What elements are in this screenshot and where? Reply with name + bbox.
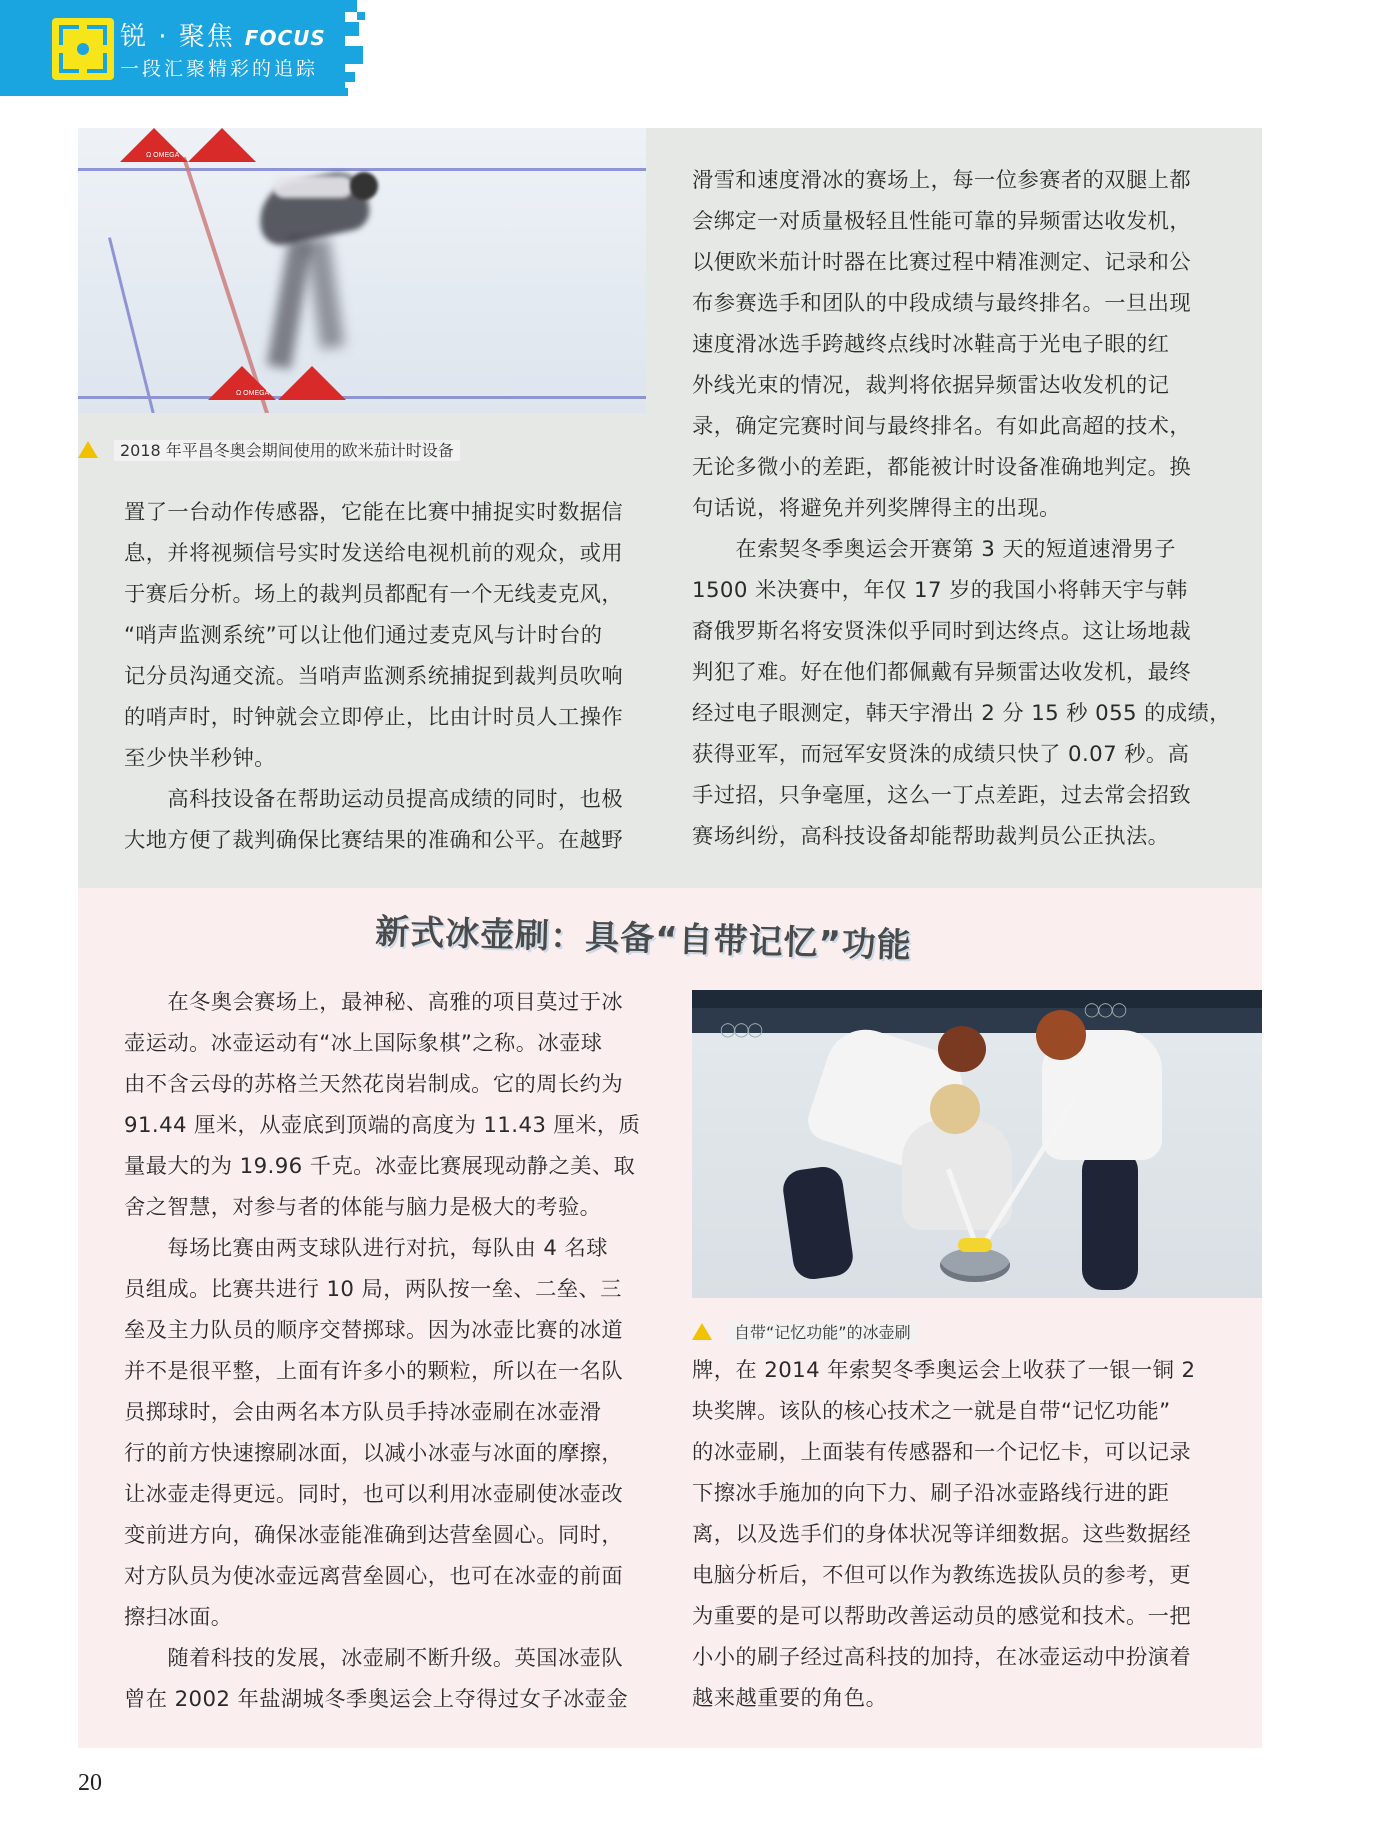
curling-stone-icon [940, 1248, 1010, 1282]
paragraph-line: 于赛后分析。场上的裁判员都配有一个无线麦克风， [124, 582, 624, 607]
timing-flag-label: Ω OMEGA [236, 390, 270, 397]
paragraph-line: 外线光束的情况，裁判将依据异频雷达收发机的记 [692, 373, 1170, 398]
paragraph-line: 并不是很平整，上面有许多小的颗粒，所以在一名队 [124, 1359, 624, 1384]
timing-flag-label: Ω OMEGA [146, 152, 180, 159]
paragraph-line: 变前进方向，确保冰壶能准确到达营垒圆心。同时， [124, 1523, 624, 1548]
paragraph-line: 员掷球时，会由两名本方队员手持冰壶刷在冰壶滑 [124, 1400, 602, 1425]
paragraph-line: 下擦冰手施加的向下力、刷子沿冰壶路线行进的距 [692, 1481, 1170, 1506]
paragraph-line: 量最大的为 19.96 千克。冰壶比赛展现动静之美、取 [124, 1154, 636, 1179]
paragraph-line: 随着科技的发展，冰壶刷不断升级。英国冰壶队 [124, 1646, 624, 1671]
paragraph-line: 滑雪和速度滑冰的赛场上，每一位参赛者的双腿上都 [692, 168, 1192, 193]
caption-triangle-icon [78, 441, 98, 458]
pixel-decoration [345, 22, 359, 36]
paragraph-line: 获得亚军，而冠军安贤洙的成绩只快了 0.07 秒。高 [692, 742, 1190, 767]
paragraph-line: 判犯了难。好在他们都佩戴有异频雷达收发机，最终 [692, 660, 1192, 685]
paragraph-line: 以便欧米茄计时器在比赛过程中精准测定、记录和公 [692, 250, 1192, 275]
focus-logo-icon [52, 18, 114, 80]
paragraph-line: 的冰壶刷，上面装有传感器和一个记忆卡，可以记录 [692, 1440, 1192, 1465]
paragraph-line: 垒及主力队员的顺序交替掷球。因为冰壶比赛的冰道 [124, 1318, 624, 1343]
caption-triangle-icon [692, 1323, 712, 1340]
curling-photo [692, 990, 1262, 1298]
pixel-decoration [345, 72, 355, 82]
paragraph-line: 高科技设备在帮助运动员提高成绩的同时，也极 [124, 787, 624, 812]
paragraph-line: 由不含云母的苏格兰天然花岗岩制成。它的周长约为 [124, 1072, 624, 1097]
paragraph-line: 速度滑冰选手跨越终点线时冰鞋高于光电子眼的红 [692, 332, 1170, 357]
paragraph-line: “哨声监测系统”可以让他们通过麦克风与计时台的 [124, 623, 603, 648]
paragraph-line: 舍之智慧，对参与者的体能与脑力是极大的考验。 [124, 1195, 602, 1220]
skater-figure [218, 168, 378, 388]
paragraph-line: 置了一台动作传感器，它能在比赛中捕捉实时数据信 [124, 500, 624, 525]
paragraph-line: 91.44 厘米，从壶底到顶端的高度为 11.43 厘米，质 [124, 1113, 641, 1138]
paragraph-line: 曾在 2002 年盐湖城冬季奥运会上夺得过女子冰壶金 [124, 1687, 629, 1712]
speed-skating-photo [78, 128, 646, 413]
paragraph-line: 为重要的是可以帮助改善运动员的感觉和技术。一把 [692, 1604, 1192, 1629]
section-heading: 新式冰壶刷：具备“自带记忆”功能 [374, 911, 913, 967]
page-number: 20 [78, 1770, 102, 1796]
paragraph-line: 在冬奥会赛场上，最神秘、高雅的项目莫过于冰 [124, 990, 624, 1015]
section-title-en: FOCUS [244, 26, 326, 50]
paragraph-line: 的哨声时，时钟就会立即停止，比由计时员人工操作 [124, 705, 624, 730]
paragraph-line: 赛场纠纷，高科技设备却能帮助裁判员公正执法。 [692, 824, 1170, 849]
paragraph-line: 行的前方快速擦刷冰面，以减小冰壶与冰面的摩擦， [124, 1441, 624, 1466]
paragraph-line: 壶运动。冰壶运动有“冰上国际象棋”之称。冰壶球 [124, 1031, 603, 1056]
paragraph-line: 在索契冬季奥运会开赛第 3 天的短道速滑男子 [692, 537, 1176, 562]
pixel-decoration [345, 46, 363, 64]
text-column-left-top [124, 492, 623, 861]
section-subtitle: 一段汇聚精彩的追踪 [120, 58, 319, 80]
olympic-rings-icon: ◯◯◯ [720, 1022, 762, 1038]
timing-flag-icon [278, 366, 346, 400]
pixel-decoration [340, 88, 348, 96]
paragraph-line: 裔俄罗斯名将安贤洙似乎同时到达终点。这让场地裁 [692, 619, 1192, 644]
paragraph-line: 会绑定一对质量极轻且性能可靠的异频雷达收发机， [692, 209, 1192, 234]
timing-flag-icon [188, 128, 256, 162]
photo1-caption: 2018 年平昌冬奥会期间使用的欧米茄计时设备 [78, 438, 460, 461]
paragraph-line: 录，确定完赛时间与最终排名。有如此高超的技术， [692, 414, 1192, 439]
pixel-decoration [345, 0, 357, 12]
paragraph-line: 1500 米决赛中，年仅 17 岁的我国小将韩天宇与韩 [692, 578, 1188, 603]
photo2-caption: 自带“记忆功能”的冰壶刷 [692, 1320, 917, 1343]
text-column-right-bottom [692, 1350, 1196, 1719]
olympic-rings-icon: ◯◯◯ [1084, 1002, 1126, 1018]
paragraph-line: 大地方便了裁判确保比赛结果的准确和公平。在越野 [124, 828, 624, 853]
paragraph-line: 小小的刷子经过高科技的加持，在冰壶运动中扮演着 [692, 1645, 1192, 1670]
paragraph-line: 员组成。比赛共进行 10 局，两队按一垒、二垒、三 [124, 1277, 622, 1302]
paragraph-line: 经过电子眼测定，韩天宇滑出 2 分 15 秒 055 的成绩， [692, 701, 1231, 726]
paragraph-line: 擦扫冰面。 [124, 1605, 233, 1630]
paragraph-line: 让冰壶走得更远。同时，也可以利用冰壶刷使冰壶改 [124, 1482, 624, 1507]
paragraph-line: 对方队员为使冰壶远离营垒圆心，也可在冰壶的前面 [124, 1564, 624, 1589]
paragraph-line: 记分员沟通交流。当哨声监测系统捕捉到裁判员吹响 [124, 664, 624, 689]
paragraph-line: 牌，在 2014 年索契冬季奥运会上收获了一银一铜 2 [692, 1358, 1196, 1383]
paragraph-line: 每场比赛由两支球队进行对抗，每队由 4 名球 [124, 1236, 608, 1261]
paragraph-line: 无论多微小的差距，都能被计时设备准确地判定。换 [692, 455, 1192, 480]
paragraph-line: 块奖牌。该队的核心技术之一就是自带“记忆功能” [692, 1399, 1171, 1424]
paragraph-line: 句话说，将避免并列奖牌得主的出现。 [692, 496, 1061, 521]
paragraph-line: 至少快半秒钟。 [124, 746, 276, 771]
paragraph-line: 布参赛选手和团队的中段成绩与最终排名。一旦出现 [692, 291, 1192, 316]
text-column-right-top [692, 160, 1231, 857]
section-title: 锐 · 聚焦 FOCUS [120, 22, 326, 52]
paragraph-line: 离，以及选手们的身体状况等详细数据。这些数据经 [692, 1522, 1192, 1547]
paragraph-line: 电脑分析后，不但可以作为教练选拔队员的参考，更 [692, 1563, 1192, 1588]
pixel-decoration [357, 12, 365, 20]
text-column-left-bottom [124, 982, 640, 1720]
paragraph-line: 手过招，只争毫厘，这么一丁点差距，过去常会招致 [692, 783, 1192, 808]
section-banner [0, 0, 345, 96]
paragraph-line: 越来越重要的角色。 [692, 1686, 888, 1711]
paragraph-line: 息，并将视频信号实时发送给电视机前的观众，或用 [124, 541, 624, 566]
